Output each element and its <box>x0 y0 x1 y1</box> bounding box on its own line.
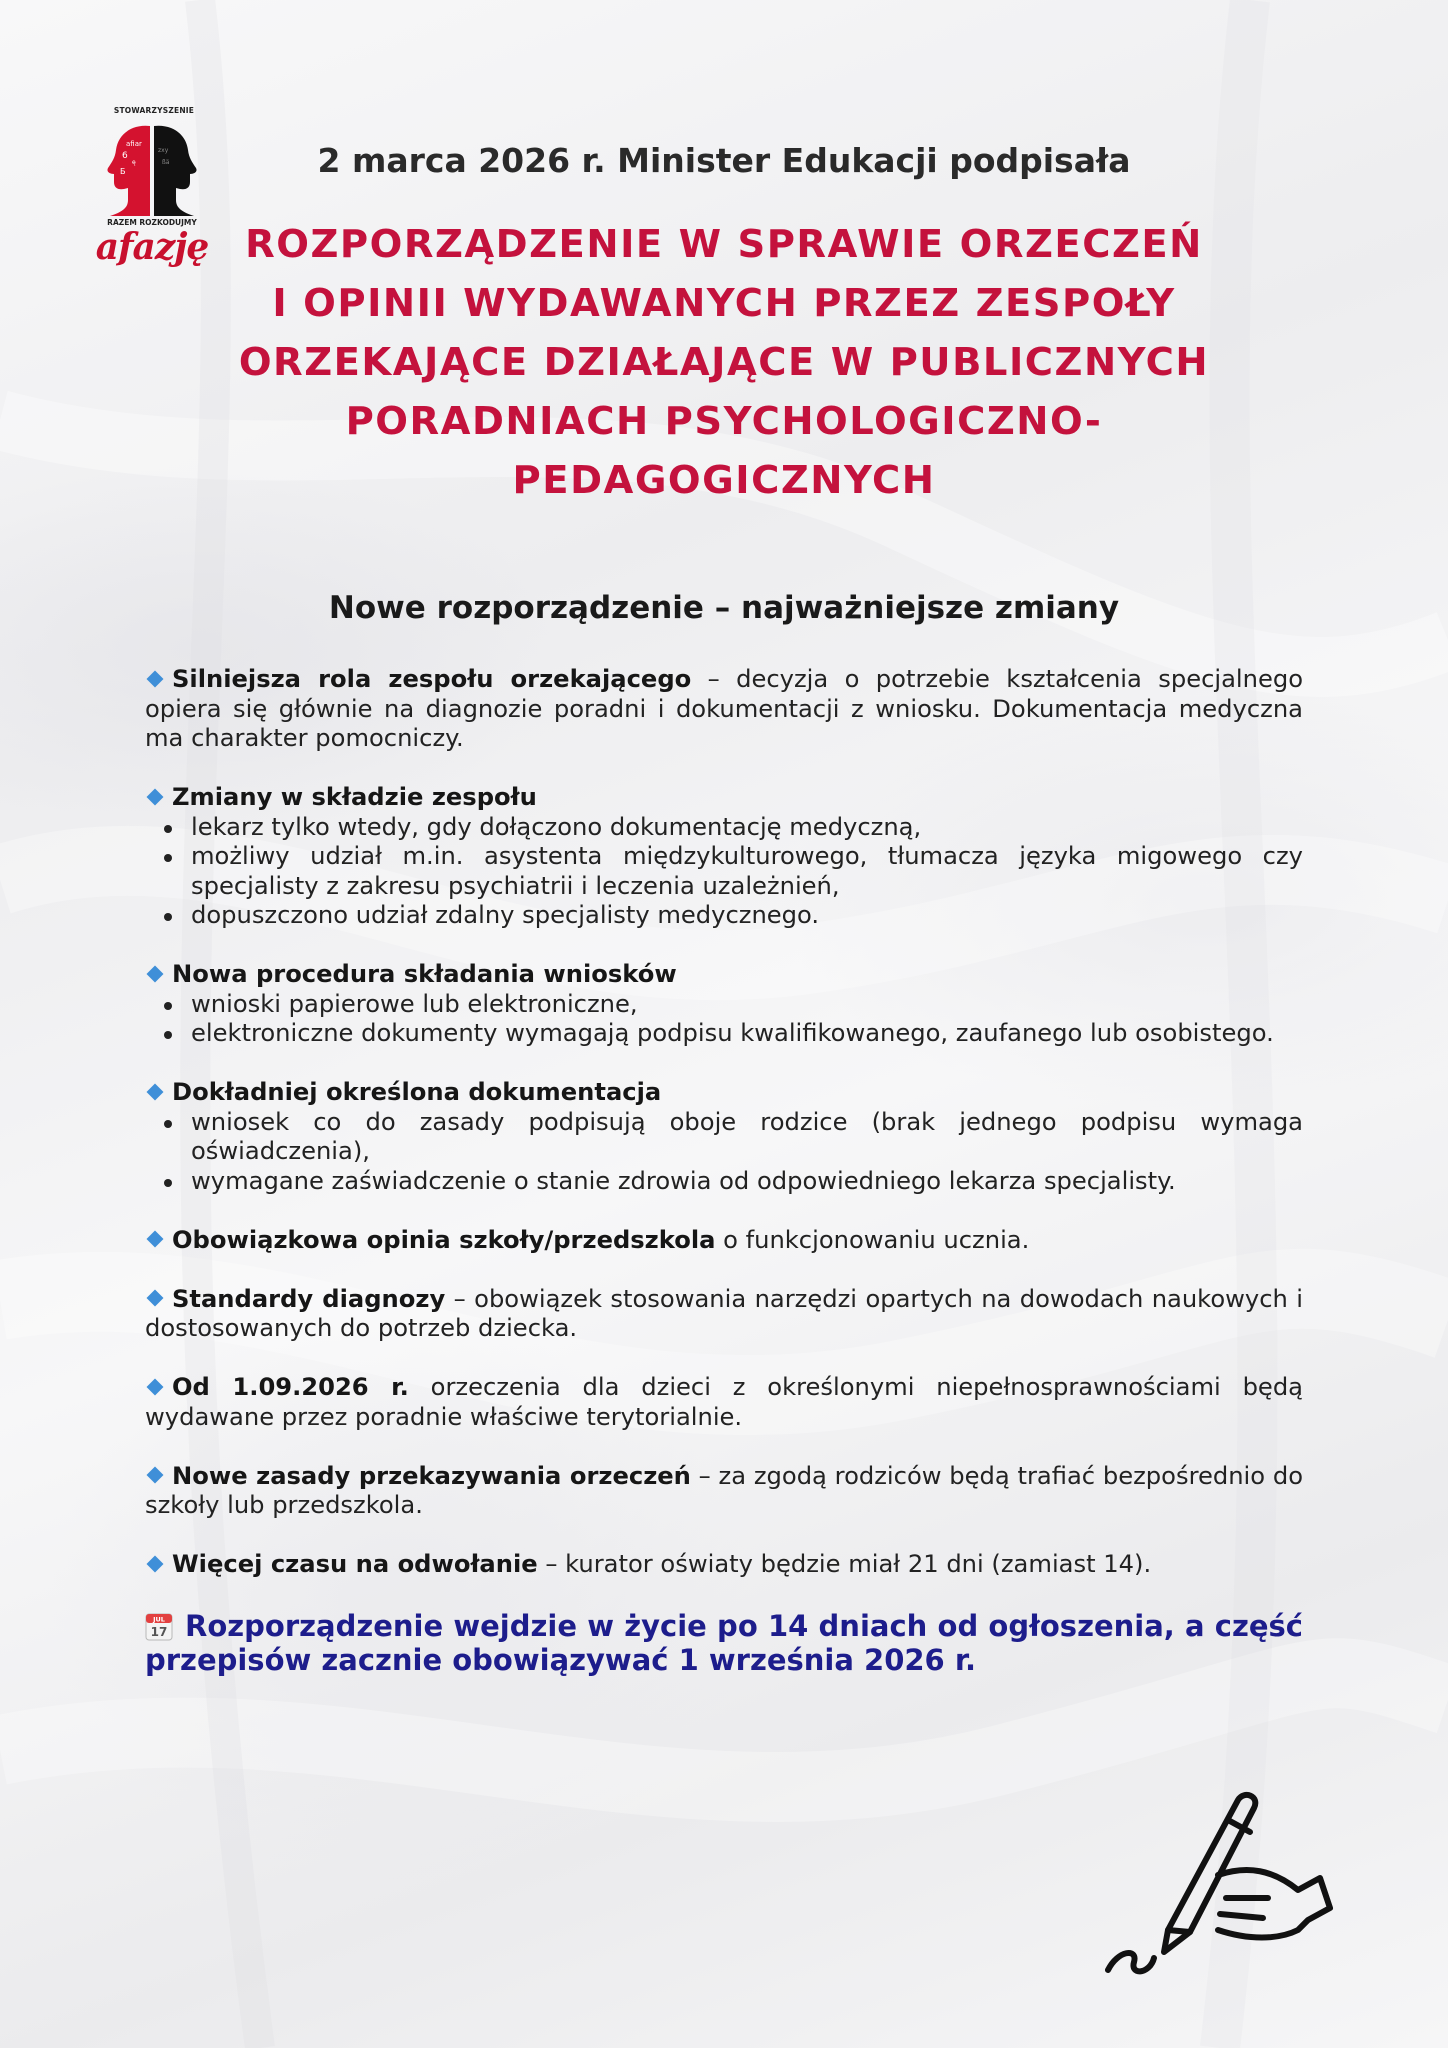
item-text: – decyzja o potrzebie kształcenia specjalnego opiera się głównie na diagnozie poradni i dokumentacji z wniosku. Dokumentacja medyczna ma charakter pomocniczy. <box>145 665 1303 752</box>
change-item <box>145 1285 1303 1344</box>
change-item <box>145 1462 1303 1521</box>
diamond-bullet-icon <box>147 670 164 687</box>
item-lead: Dokładniej określona dokumentacja <box>172 1078 662 1106</box>
sub-list-item: możliwy udział m.in. asystenta międzykulturowego, tłumacza języka migowego czy specjalisty z zakresu psychiatrii i leczenia uzależnień, <box>191 842 1303 900</box>
diamond-bullet-icon <box>147 1290 164 1307</box>
item-lead: Zmiany w składzie zespołu <box>172 783 537 811</box>
diamond-bullet-icon <box>147 1083 164 1100</box>
svg-text:ę: ę <box>132 159 136 166</box>
item-text: – kurator oświaty będzie miał 21 dni (zamiast 14). <box>537 1550 1152 1578</box>
diamond-bullet-icon <box>147 965 164 982</box>
item-text: – obowiązek stosowania narzędzi opartych na dowodach naukowych i dostosowanych do potrzeb dziecka. <box>145 1284 1303 1342</box>
calendar-icon <box>145 1611 173 1641</box>
sub-list <box>145 990 1303 1049</box>
diamond-bullet-icon <box>147 1555 164 1572</box>
sub-list <box>145 1108 1303 1197</box>
header-subtitle: 2 marca 2026 r. Minister Edukacji podpisała <box>317 141 1131 180</box>
sub-list <box>145 813 1303 931</box>
logo-middle-text: RAZEM ROZKODUJMY <box>107 218 197 227</box>
calendar-month: JUL <box>153 1615 165 1624</box>
effective-date-text: Rozporządzenie wejdzie w życie po 14 dniach od ogłoszenia, a część przepisów zacznie obowiązywać 1 września 2026 r. <box>145 1609 1303 1677</box>
logo-top-text: STOWARZYSZENIE <box>113 106 195 115</box>
sub-list-item: wymagane zaświadczenie o stanie zdrowia od odpowiedniego lekarza specjalisty. <box>191 1167 1303 1197</box>
logo-name: afazję <box>95 226 209 268</box>
item-lead: Od 1.09.2026 r. <box>172 1373 409 1401</box>
title-line: PEDAGOGICZNYCH <box>512 458 936 503</box>
calendar-day: 17 <box>150 1625 168 1639</box>
title-line: I OPINII WYDAWANYCH PRZEZ ZESPOŁY <box>272 281 1176 326</box>
change-item <box>145 1078 1303 1196</box>
item-lead: Nowe zasady przekazywania orzeczeń <box>172 1461 691 1490</box>
item-lead: Silniejsza rola zespołu orzekającego <box>172 665 692 693</box>
association-logo <box>86 100 216 280</box>
svg-text:Б: Б <box>120 167 126 176</box>
change-item <box>145 1226 1303 1256</box>
sub-list-item: wniosek co do zasady podpisują oboje rodzice (brak jednego podpisu wymaga oświadczenia), <box>191 1107 1303 1165</box>
hand-writing-icon <box>1098 1780 1338 1980</box>
sub-list-item: wnioski papierowe lub elektroniczne, <box>191 990 1303 1020</box>
diamond-bullet-icon <box>147 788 164 805</box>
item-text: – za zgodą rodziców będą trafiać bezpośrednio do szkoły lub przedszkola. <box>145 1461 1303 1519</box>
page-title <box>220 215 1228 510</box>
svg-text:6: 6 <box>122 151 128 161</box>
diamond-bullet-icon <box>147 1231 164 1248</box>
section-heading: Nowe rozporządzenie – najważniejsze zmiany <box>328 590 1120 626</box>
effective-date-note <box>145 1609 1303 1677</box>
sub-list-item: elektroniczne dokumenty wymagają podpisu kwalifikowanego, zaufanego lub osobistego. <box>191 1019 1303 1049</box>
svg-text:ßä: ßä <box>162 159 170 166</box>
svg-text:afiar: afiar <box>126 140 142 148</box>
item-lead: Obowiązkowa opinia szkoły/przedszkola <box>172 1225 716 1254</box>
sub-list-item: dopuszczono udział zdalny specjalisty medycznego. <box>191 901 1303 931</box>
change-item <box>145 1550 1303 1580</box>
title-line: PORADNIACH PSYCHOLOGICZNO- <box>345 399 1103 444</box>
item-text: orzeczenia dla dzieci z określonymi niepełnosprawnościami będą wydawane przez poradnie właściwe terytorialnie. <box>145 1373 1303 1431</box>
item-lead: Więcej czasu na odwołanie <box>172 1550 538 1578</box>
change-item <box>145 665 1303 754</box>
change-item <box>145 960 1303 1049</box>
changes-list <box>145 665 1303 1677</box>
twin-heads-icon <box>92 118 212 218</box>
svg-text:zxy: zxy <box>158 147 169 154</box>
title-line: ROZPORZĄDZENIE W SPRAWIE ORZECZEŃ <box>245 222 1203 267</box>
title-line: ORZEKAJĄCE DZIAŁAJĄCE W PUBLICZNYCH <box>238 340 1210 385</box>
change-item <box>145 1373 1303 1432</box>
item-lead: Nowa procedura składania wniosków <box>172 960 677 988</box>
diamond-bullet-icon <box>147 1467 164 1484</box>
sub-list-item: lekarz tylko wtedy, gdy dołączono dokumentację medyczną, <box>191 813 1303 843</box>
item-text: o funkcjonowaniu ucznia. <box>715 1225 1030 1254</box>
item-lead: Standardy diagnozy <box>172 1284 446 1313</box>
change-item <box>145 783 1303 931</box>
diamond-bullet-icon <box>147 1378 164 1395</box>
